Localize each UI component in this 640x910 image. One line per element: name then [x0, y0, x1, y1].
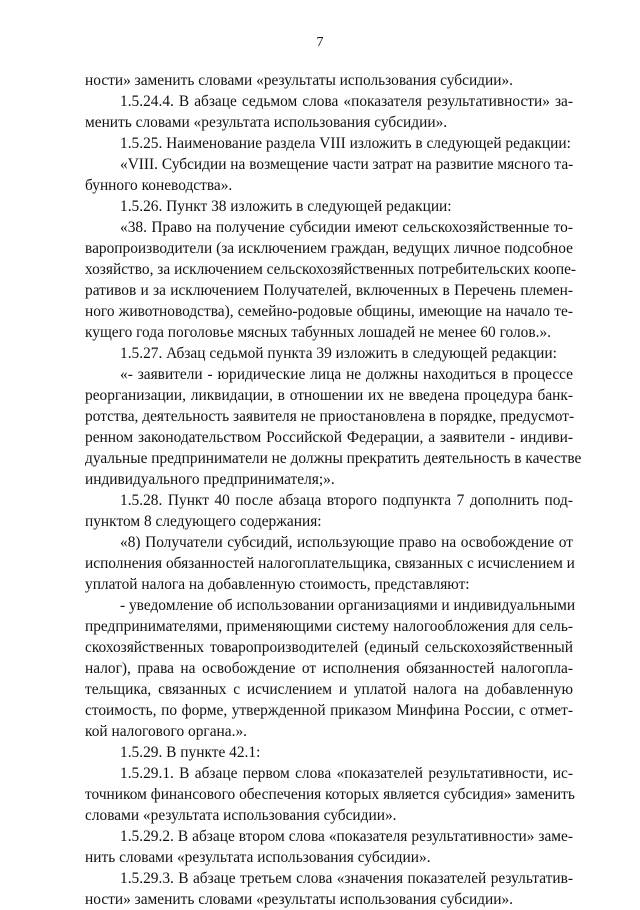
- page-number: 7: [316, 35, 324, 50]
- text-line: варопроизводители (за исключением граждан, ведущих личное подсобное: [85, 240, 573, 257]
- text-line: реорганизации, ликвидации, в отношении их не введена процедура банк-: [85, 387, 573, 404]
- text-line: хозяйство, за исключением сельскохозяйственных потребительских коопе-: [85, 261, 577, 278]
- text-line: 1.5.24.4. В абзаце седьмом слова «показателя результативности» за-: [120, 93, 573, 110]
- text-line: ности» заменить словами «результаты использования субсидии».: [85, 891, 514, 908]
- text-line: ности» заменить словами «результаты использования субсидии».: [85, 72, 514, 89]
- text-line: «38. Право на получение субсидии имеют сельскохозяйственные то-: [120, 219, 573, 236]
- text-line: 1.5.26. Пункт 38 изложить в следующей редакции:: [120, 198, 452, 215]
- text-line: ренном законодательством Российской Федерации, а заявители - индиви-: [85, 429, 573, 446]
- text-line: «VIII. Субсидии на возмещение части затрат на развитие мясного та-: [120, 156, 574, 173]
- text-line: словами «результата использования субсидии».: [85, 807, 397, 824]
- text-line: 1.5.29. В пункте 42.1:: [120, 744, 261, 761]
- text-line: предпринимателями, применяющими систему налогообложения для сель-: [85, 618, 573, 635]
- text-line: бунного коневодства».: [85, 177, 233, 194]
- text-line: ративов и за исключением Получателей, включенных в Перечень племен-: [85, 282, 573, 299]
- text-line: кущего года поголовье мясных табунных лошадей не менее 60 голов.».: [85, 324, 552, 341]
- text-line: - уведомление об использовании организациями и индивидуальными: [120, 597, 576, 614]
- text-line: кой налогового органа.».: [85, 723, 247, 740]
- text-line: 1.5.29.1. В абзаце первом слова «показателей результативности, ис-: [120, 765, 573, 782]
- text-line: «8) Получатели субсидий, использующие право на освобождение от: [120, 534, 573, 551]
- text-line: исполнения обязанностей налогоплательщика, связанных с исчислением и: [85, 555, 575, 572]
- text-line: ротства, деятельность заявителя не приостановлена в порядке, предусмот-: [85, 408, 575, 425]
- text-line: пунктом 8 следующего содержания:: [85, 513, 322, 530]
- text-line: менить словами «результата использования субсидии».: [85, 114, 448, 131]
- text-line: нить словами «результата использования субсидии».: [85, 849, 431, 866]
- text-line: скохозяйственных товаропроизводителей (единый сельскохозяйственный: [85, 639, 573, 656]
- text-line: индивидуального предпринимателя;».: [85, 471, 335, 488]
- text-line: «- заявители - юридические лица не должны находиться в процессе: [120, 366, 573, 383]
- text-line: налог), права на освобождение от исполнения обязанностей налогопла-: [85, 660, 573, 677]
- text-line: ного животноводства), семейно-родовые общины, имеющие на начало те-: [85, 303, 573, 320]
- text-line: 1.5.25. Наименование раздела VIII изложить в следующей редакции:: [120, 135, 571, 152]
- text-line: тельщика, связанных с исчислением и уплатой налога на добавленную: [85, 681, 573, 698]
- document-body: [85, 70, 582, 910]
- text-line: 1.5.27. Абзац седьмой пункта 39 изложить в следующей редакции:: [120, 345, 557, 362]
- text-line: 1.5.28. Пункт 40 после абзаца второго подпункта 7 дополнить под-: [120, 492, 573, 509]
- text-line: дуальные предприниматели не должны прекратить деятельность в качестве: [85, 450, 582, 467]
- text-line: стоимость, по форме, утвержденной приказом Минфина России, с отмет-: [85, 702, 573, 719]
- text-line: точником финансового обеспечения которых является субсидия» заменить: [85, 786, 575, 803]
- text-line: 1.5.29.2. В абзаце втором слова «показателя результативности» заме-: [120, 828, 573, 845]
- text-line: 1.5.29.3. В абзаце третьем слова «значения показателей результатив-: [120, 870, 573, 887]
- text-line: уплатой налога на добавленную стоимость, представляют:: [85, 576, 470, 593]
